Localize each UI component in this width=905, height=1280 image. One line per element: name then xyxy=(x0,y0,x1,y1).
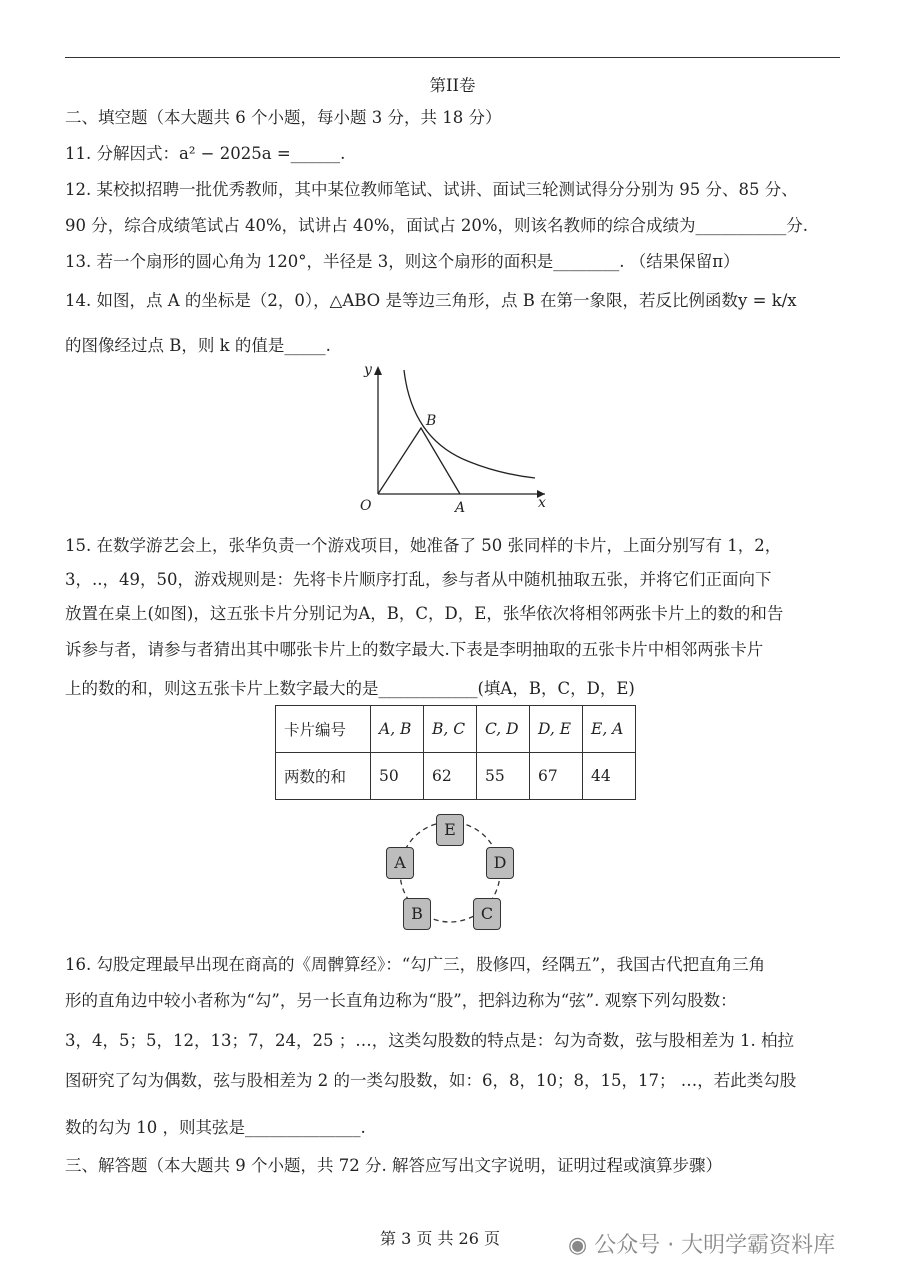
section2-heading: 二、填空题（本大题共 6 个小题，每小题 3 分，共 18 分） xyxy=(65,108,502,127)
hyperbola-curve xyxy=(404,370,535,478)
question-11: 11. 分解因式：a² − 2025a =______. xyxy=(65,144,346,163)
graph-label-b: B xyxy=(426,413,437,429)
triangle-abo xyxy=(378,428,460,494)
question-16-line2: 形的直角边中较小者称为“勾”，另一长直角边称为“股”，把斜边称为“弦”. 观察下列勾股数： xyxy=(65,991,737,1010)
card-c: C xyxy=(473,898,501,930)
question-15-line3: 放置在桌上(如图)，这五张卡片分别记为A，B，C，D，E，张华依次将相邻两张卡片上的数的和告 xyxy=(65,604,784,623)
watermark xyxy=(568,1228,835,1259)
table-cell: 55 xyxy=(477,753,530,800)
table-header-cell: D, E xyxy=(530,706,583,753)
question-15-line5: 上的数的和，则这五张卡片上数字最大的是____________(填A，B，C，D，E) xyxy=(65,679,635,698)
card-sum-table xyxy=(275,705,636,800)
table-header-cell: E, A xyxy=(583,706,636,753)
table-row xyxy=(276,706,636,753)
question-14-line1: 14. 如图，点 A 的坐标是（2，0），△ABO 是等边三角形，点 B 在第一象限，若反比例函数y = k/x xyxy=(65,291,797,310)
graph-label-a: A xyxy=(455,500,466,516)
question-13: 13. 若一个扇形的圆心角为 120°，半径是 3，则这个扇形的面积是________. （结果保留π） xyxy=(65,252,740,271)
question-12-line1: 12. 某校拟招聘一批优秀教师，其中某位教师笔试、试讲、面试三轮测试得分分别为 95 分、85 分、 xyxy=(65,180,798,199)
question-16-line1: 16. 勾股定理最早出现在商高的《周髀算经》：“勾广三，股修四，经隅五”，我国古代把直角三角 xyxy=(65,955,766,974)
card-b: B xyxy=(403,898,431,930)
graph-label-y: y xyxy=(364,362,372,378)
graph-label-o: O xyxy=(360,498,372,514)
page-number: 第 3 页 共 26 页 xyxy=(380,1229,500,1248)
watermark-text: 公众号 · 大明学霸资料库 xyxy=(594,1233,836,1258)
table-row xyxy=(276,753,636,800)
card-a: A xyxy=(386,847,414,879)
wechat-icon: ◉ xyxy=(568,1233,595,1258)
question-12-line2: 90 分，综合成绩笔试占 40%，试讲占 40%，面试占 20%，则该名教师的综合成绩为___________分. xyxy=(65,216,808,235)
table-cell: 两数的和 xyxy=(276,753,371,800)
question-16-line3: 3，4，5；5，12，13；7，24，25 ；…，这类勾股数的特点是：勾为奇数，弦与股相差为 1. 柏拉 xyxy=(65,1031,794,1050)
card-d: D xyxy=(486,847,514,879)
question-16-line4: 图研究了勾为偶数，弦与股相差为 2 的一类勾股数，如：6，8，10；8，15，17； …，若此类勾股 xyxy=(65,1071,797,1090)
table-header-cell: 卡片编号 xyxy=(276,706,371,753)
table-header-cell: B, C xyxy=(424,706,477,753)
y-axis-arrow xyxy=(374,366,382,375)
section3-heading: 三、解答题（本大题共 9 个小题，共 72 分. 解答应写出文字说明，证明过程或演算步骤） xyxy=(65,1156,722,1175)
table-cell: 62 xyxy=(424,753,477,800)
section-title: 第II卷 xyxy=(429,76,476,95)
question-16-line5: 数的勾为 10 ，则其弦是______________. xyxy=(65,1118,366,1137)
question-15-line2: 3，..，49，50，游戏规则是：先将卡片顺序打乱，参与者从中随机抽取五张，并将它们正面向下 xyxy=(65,570,772,589)
table-cell: 50 xyxy=(371,753,424,800)
graph-label-x: x xyxy=(538,495,546,511)
table-cell: 67 xyxy=(530,753,583,800)
card-e: E xyxy=(436,814,464,846)
table-header-cell: A, B xyxy=(371,706,424,753)
table-header-cell: C, D xyxy=(477,706,530,753)
question-15-line1: 15. 在数学游艺会上，张华负责一个游戏项目，她准备了 50 张同样的卡片，上面分别写有 1，2， xyxy=(65,536,782,555)
question-15-line4: 诉参与者，请参与者猜出其中哪张卡片上的数字最大.下表是李明抽取的五张卡片中相邻两张卡片 xyxy=(65,640,764,659)
table-cell: 44 xyxy=(583,753,636,800)
question-14-line2: 的图像经过点 B，则 k 的值是_____. xyxy=(65,336,331,355)
